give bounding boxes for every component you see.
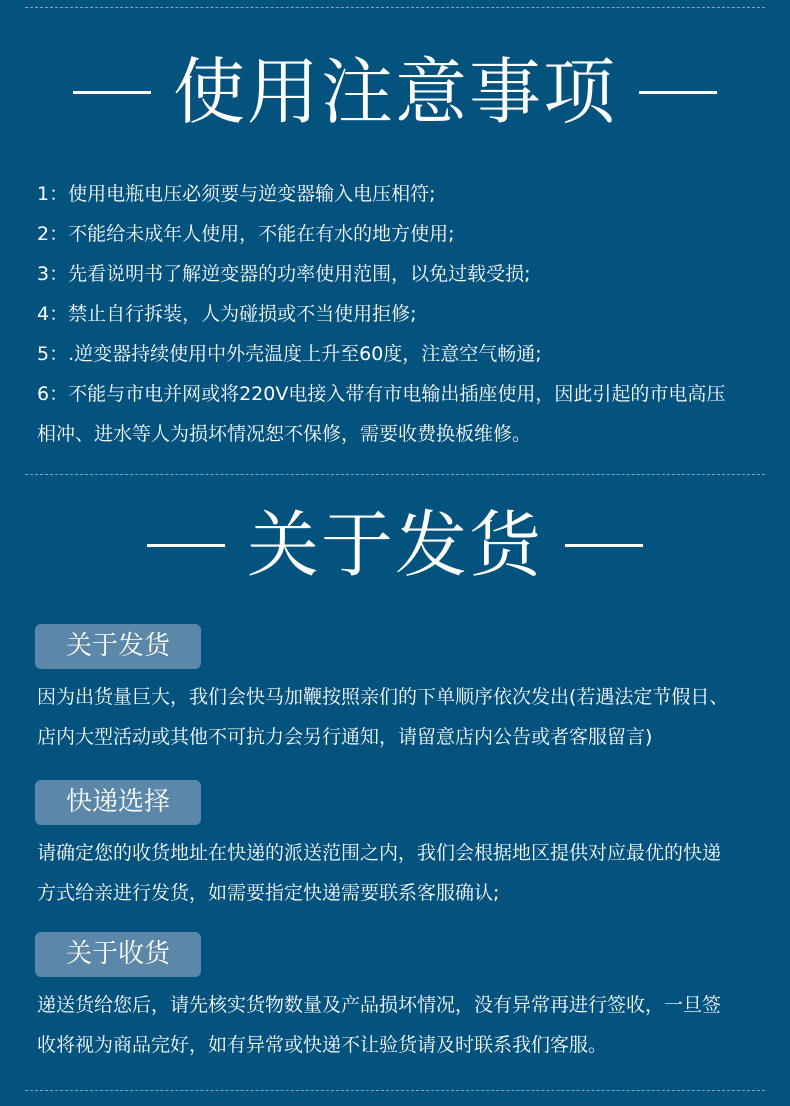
middle-divider	[25, 474, 765, 475]
notice-item: 6：不能与市电并网或将220V电接入带有市电输出插座使用，因此引起的市电高压	[37, 383, 726, 405]
paragraph-line: 方式给亲进行发货，如需要指定快递需要联系客服确认;	[37, 882, 500, 904]
receiving-paragraph	[37, 985, 757, 1065]
tag-courier: 快递选择	[35, 780, 201, 825]
shipping-title: 关于发货	[246, 503, 543, 587]
title-right-dash	[565, 544, 643, 547]
notice-item: 5：.逆变器持续使用中外壳温度上升至60度，注意空气畅通;	[37, 343, 542, 365]
tag-shipping: 关于发货	[35, 624, 201, 669]
notice-item: 4：禁止自行拆装，人为碰损或不当使用拒修;	[37, 303, 417, 325]
paragraph-line: 递送货给您后，请先核实货物数量及产品损坏情况，没有异常再进行签收，一旦签	[37, 994, 722, 1016]
title-left-dash	[73, 91, 151, 94]
notice-item: 3：先看说明书了解逆变器的功率使用范围，以免过载受损;	[37, 263, 531, 285]
title-left-dash	[147, 544, 225, 547]
notice-item: 2：不能给未成年人使用，不能在有水的地方使用;	[37, 223, 455, 245]
paragraph-line: 店内大型活动或其他不可抗力会另行通知，请留意店内公告或者客服留言)	[37, 726, 653, 748]
notice-section-title	[0, 52, 790, 132]
tag-receiving: 关于收货	[35, 932, 201, 977]
paragraph-line: 请确定您的收货地址在快递的派送范围之内，我们会根据地区提供对应最优的快递	[37, 842, 722, 864]
notice-item: 1：使用电瓶电压必须要与逆变器输入电压相符;	[37, 183, 436, 205]
notice-list	[37, 174, 757, 454]
paragraph-line: 因为出货量巨大，我们会快马加鞭按照亲们的下单顺序依次发出(若遇法定节假日、	[37, 686, 729, 708]
shipping-section-title	[0, 505, 790, 585]
paragraph-line: 收将视为商品完好，如有异常或快递不让验货请及时联系我们客服。	[37, 1034, 608, 1056]
shipping-paragraph	[37, 677, 757, 757]
bottom-divider	[25, 1090, 765, 1091]
title-right-dash	[639, 91, 717, 94]
courier-paragraph	[37, 833, 757, 913]
notice-item: 相冲、进水等人为损坏情况恕不保修，需要收费换板维修。	[37, 423, 532, 445]
notice-title: 使用注意事项	[172, 50, 617, 134]
top-divider	[25, 7, 765, 8]
